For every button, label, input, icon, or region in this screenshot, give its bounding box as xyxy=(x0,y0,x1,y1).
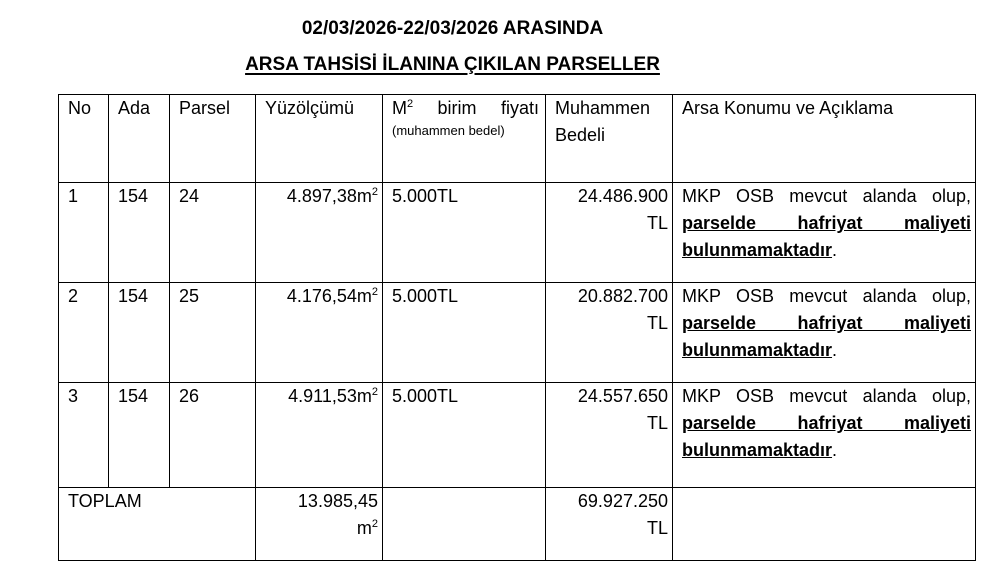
cell-toplam-muhammen-bedeli: 69.927.250 TL xyxy=(546,488,673,561)
table-header-row xyxy=(59,95,976,183)
cell-ada: 154 xyxy=(109,183,170,283)
cell-yuzolcumu: $4.176,54m^2$ xyxy=(256,283,383,383)
document-date-range-title: 02/03/2026-22/03/2026 ARASINDA xyxy=(301,18,604,39)
header-birim-fiyat-line xyxy=(392,95,541,122)
header-yuzolcumu: Yüzölçümü xyxy=(256,95,383,183)
header-muhammen-bedel-note: (muhammen bedel) xyxy=(392,123,505,138)
cell-yuzolcumu: $4.911,53m^2$ xyxy=(256,383,383,488)
cell-muhammen-bedeli: 24.557.650 TL xyxy=(546,383,673,488)
header-muhammen-bedeli: Muhammen Bedeli xyxy=(546,95,673,183)
header-birim-word: birim xyxy=(437,98,477,118)
cell-no: 1 xyxy=(59,183,109,283)
cell-toplam-yuzolcumu: 13.985,45 $m^2$ xyxy=(256,488,383,561)
cell-aciklama: MKP OSB mevcut alanda olup, parselde hafriyat maliyeti bulunmamaktadır. xyxy=(673,283,976,383)
cell-ada: 154 xyxy=(109,383,170,488)
cell-toplam-label: TOPLAM xyxy=(59,488,256,561)
header-m2-label: $M^2$ xyxy=(392,98,414,118)
cell-parsel: 25 xyxy=(170,283,256,383)
cell-parsel: 26 xyxy=(170,383,256,488)
table-row xyxy=(59,383,976,488)
cell-birim-fiyat: 5.000TL xyxy=(383,183,546,283)
cell-parsel: 24 xyxy=(170,183,256,283)
cell-birim-fiyat: 5.000TL xyxy=(383,283,546,383)
cell-muhammen-bedeli: 20.882.700 TL xyxy=(546,283,673,383)
document-main-title: ARSA TAHSİSİ İLANINA ÇIKILAN PARSELLER xyxy=(245,54,660,75)
table-row xyxy=(59,183,976,283)
cell-no: 3 xyxy=(59,383,109,488)
cell-no: 2 xyxy=(59,283,109,383)
cell-birim-fiyat: 5.000TL xyxy=(383,383,546,488)
cell-toplam-aciklama xyxy=(673,488,976,561)
header-birim-fiyat xyxy=(383,95,546,183)
header-arsa-konumu: Arsa Konumu ve Açıklama xyxy=(673,95,976,183)
cell-aciklama: MKP OSB mevcut alanda olup, parselde hafriyat maliyeti bulunmamaktadır. xyxy=(673,183,976,283)
cell-ada: 154 xyxy=(109,283,170,383)
parcel-table xyxy=(58,94,976,561)
cell-aciklama: MKP OSB mevcut alanda olup, parselde hafriyat maliyeti bulunmamaktadır. xyxy=(673,383,976,488)
header-fiyati-word: fiyatı xyxy=(500,98,539,118)
cell-toplam-birim-fiyat xyxy=(383,488,546,561)
cell-yuzolcumu: $4.897,38m^2$ xyxy=(256,183,383,283)
table-row xyxy=(59,283,976,383)
header-no: No xyxy=(59,95,109,183)
header-parsel: Parsel xyxy=(170,95,256,183)
table-total-row xyxy=(59,488,976,561)
cell-muhammen-bedeli: 24.486.900 TL xyxy=(546,183,673,283)
header-ada: Ada xyxy=(109,95,170,183)
